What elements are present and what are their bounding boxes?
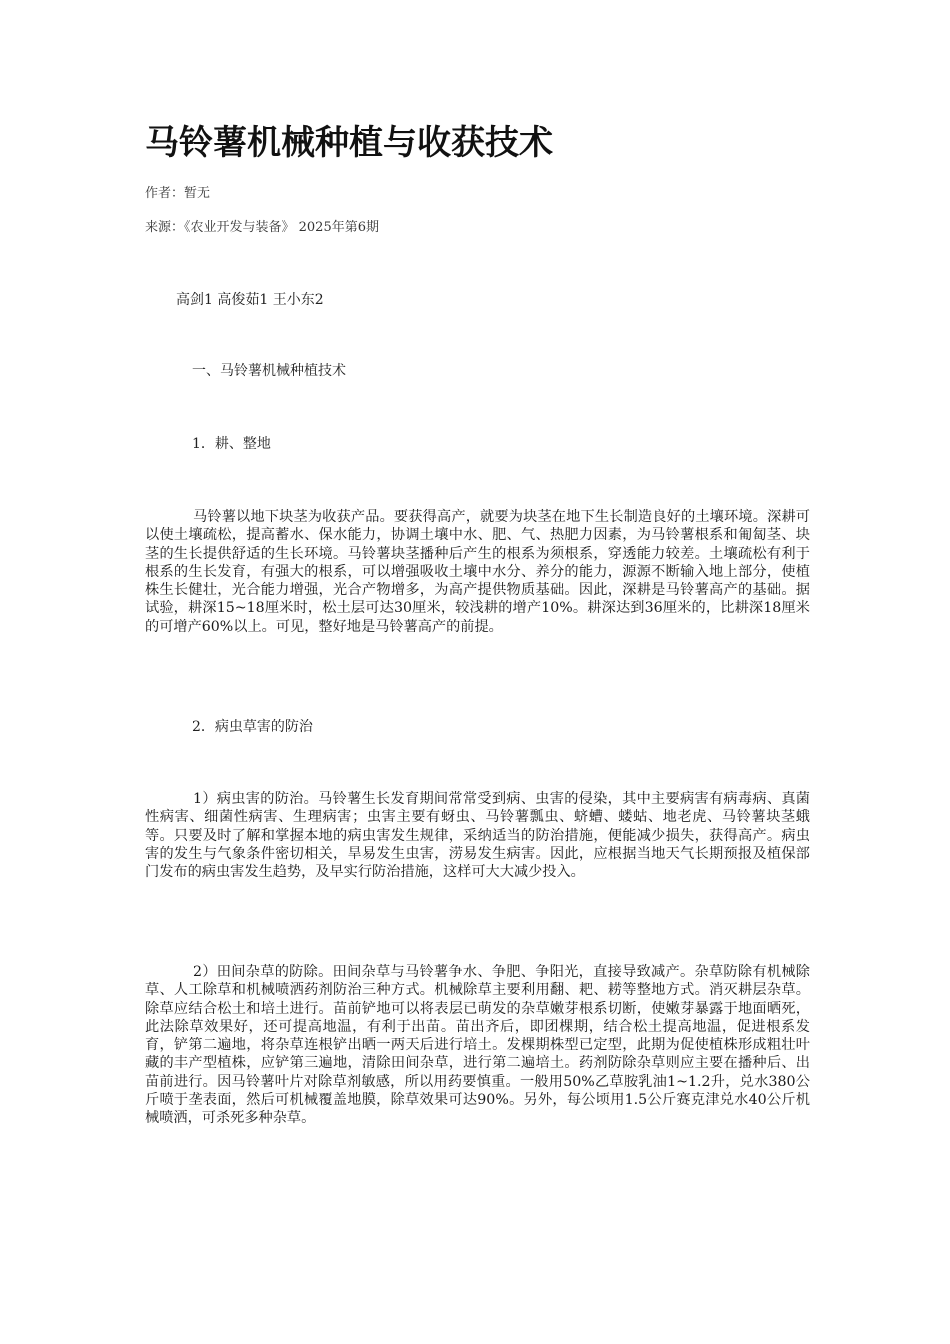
source-line: 来源：《农业开发与装备》 2025年第6期 xyxy=(145,220,379,235)
author-line: 作者：暂无 xyxy=(145,186,211,201)
authors-line: 高剑1 高俊茹1 王小东2 xyxy=(176,292,324,308)
paragraph-pest-control: 1）病虫害的防治。马铃薯生长发育期间常常受到病、虫害的侵染，其中主要病害有病毒病、真菌性病害、细菌性病害、生理病害；虫害主要有蚜虫、马铃薯瓢虫、蛴螬、蝼蛄、地老虎、马铃薯块茎蛾等。只要及时了解和掌握本地的病虫害发生规律，采纳适当的防治措施，便能减少损失，获得高产。病虫害的发生与气象条件密切相关，旱易发生虫害，涝易发生病害。因此，应根据当地天气长期预报及植保部门发布的病虫害发生趋势，及早实行防治措施，这样可大大减少投入。 xyxy=(145,791,810,881)
article-title: 马铃薯机械种植与收获技术 xyxy=(145,123,553,163)
subsection-heading-1: 1．耕、整地 xyxy=(192,436,271,452)
paragraph-weed-control: 2）田间杂草的防除。田间杂草与马铃薯争水、争肥、争阳光，直接导致减产。杂草防除有机械除草、人工除草和机械喷洒药剂防治三种方式。机械除草主要利用翻、耙、耢等整地方式。消灭耕层杂草。除草应结合松土和培土进行。苗前铲地可以将表层已萌发的杂草嫩芽根系切断，使嫩芽暴露于地面晒死，此法除草效果好，还可提高地温，有利于出苗。苗出齐后，即团棵期，结合松土提高地温，促进根系发育，铲第二遍地，将杂草连根铲出晒一两天后进行培土。发棵期株型已定型，此期为促使植株形成粗壮叶藏的丰产型植株，应铲第三遍地，清除田间杂草，进行第二遍培土。药剂防除杂草则应主要在播种后、出苗前进行。因马铃薯叶片对除草剂敏感，所以用药要慎重。一般用50%乙草胺乳油1~1.2升，兑水380公斤喷于垄表面，然后可机械覆盖地膜，除草效果可达90%。另外，每公顷用1.5公斤赛克津兑水40公斤机械喷洒，可杀死多种杂草。 xyxy=(145,964,810,1127)
subsection-heading-2: 2．病虫草害的防治 xyxy=(192,719,313,735)
section-heading-1: 一、马铃薯机械种植技术 xyxy=(192,363,346,379)
paragraph-tillage: 马铃薯以地下块茎为收获产品。要获得高产，就要为块茎在地下生长制造良好的土壤环境。深耕可以使土壤疏松，提高蓄水、保水能力，协调土壤中水、肥、气、热肥力因素，为马铃薯根系和匍匐茎、块茎的生长提供舒适的生长环境。马铃薯块茎播种后产生的根系为须根系，穿透能力较差。土壤疏松有利于根系的生长发育，有强大的根系，可以增强吸收土壤中水分、养分的能力，源源不断输入地上部分，使植株生长健壮，光合能力增强，光合产物增多，为高产提供物质基础。因此，深耕是马铃薯高产的基础。据试验，耕深15~18厘米时，松土层可达30厘米，较浅耕的增产10%。耕深达到36厘米的，比耕深18厘米的可增产60%以上。可见，整好地是马铃薯高产的前提。 xyxy=(145,509,810,635)
